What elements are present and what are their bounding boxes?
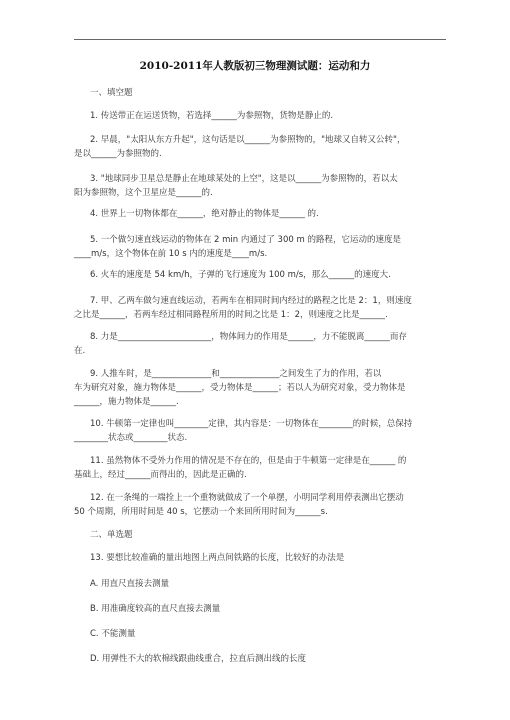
header-rule [74, 39, 446, 40]
option-b: B. 用准确度较高的直尺直接去测量 [90, 604, 221, 614]
question-3-line-1: 3. "地球同步卫星总是静止在地球某处的上空"，这是以______为参照物的，若以太 [90, 174, 398, 184]
document-title: 2010-2011年人教版初三物理测试题：运动和力 [139, 60, 371, 72]
question-2-line-1: 2. 早晨，"太阳从东方升起"，这句话是以______为参照物的，"地球又自转又公转"， [90, 135, 406, 145]
question-12-line-2: 50 个周期，所用时间是 40 s，它摆动一个来回所用时间为______s. [74, 507, 328, 517]
question-11-line-2: 基础上，经过______而得出的，因此是正确的. [74, 470, 247, 480]
question-5-line-1: 5. 一个做匀速直线运动的物体在 2 min 内通过了 300 m 的路程，它运动的速度是 [90, 235, 401, 245]
option-d: D. 用弹性不大的软棉线跟曲线重合，拉直后测出线的长度 [90, 654, 306, 664]
question-13: 13. 要想比较准确的量出地图上两点间铁路的长度，比较好的办法是 [90, 553, 345, 563]
option-a: A. 用直尺直接去测量 [90, 579, 170, 589]
question-2-line-2: 是以______为参照物的. [74, 149, 162, 159]
question-3-line-2: 阳为参照物，这个卫星应是______的. [74, 188, 213, 198]
question-7-line-2: 之比是______，若两车经过相同路程所用的时间之比是 1：2，则速度之比是______. [74, 310, 388, 320]
question-9-line-1: 9. 人推车时，是______________和______________之间发生了力的作用，若以 [90, 369, 382, 379]
question-8-line-2: 在. [74, 346, 86, 356]
question-11-line-1: 11. 虽然物体不受外力作用的情况是不存在的，但是由于牛顿第一定律是在______ 的 [90, 456, 407, 466]
question-9-line-3: ______，施力物体是______. [74, 397, 179, 407]
question-1: 1. 传送带正在运送货物，若选择______为参照物，货物是静止的. [90, 111, 334, 121]
question-4: 4. 世界上一切物体都在______，绝对静止的物体是______ 的. [90, 209, 319, 219]
question-7-line-1: 7. 甲、乙两车做匀速直线运动，若两车在相同时间内经过的路程之比是 2：1，则速度 [90, 296, 412, 306]
question-10-line-2: ________状态或________状态. [74, 433, 188, 443]
section-heading-fill-blank: 一、填空题 [90, 88, 133, 98]
question-9-line-2: 车为研究对象，施力物体是______，受力物体是______；若以人为研究对象，受力物体是 [74, 383, 406, 393]
question-8-line-1: 8. 力是______________________，物体间力的作用是______，力不能脱离______而存 [90, 332, 407, 342]
question-5-line-2: ____m/s，这个物体在前 10 s 内的速度是____m/s. [74, 249, 268, 259]
section-heading-single-choice: 二、单选题 [90, 530, 133, 540]
question-10-line-1: 10. 牛顿第一定律也叫________定律，其内容是：一切物体在________的时候，总保持 [90, 419, 413, 429]
question-12-line-1: 12. 在一条绳的一端拴上一个重物就做成了一个单摆，小明同学利用停表测出它摆动 [90, 493, 404, 503]
option-c: C. 不能测量 [90, 629, 136, 639]
question-6: 6. 火车的速度是 54 km/h，子弹的飞行速度为 100 m/s，那么______的速度大. [90, 270, 391, 280]
